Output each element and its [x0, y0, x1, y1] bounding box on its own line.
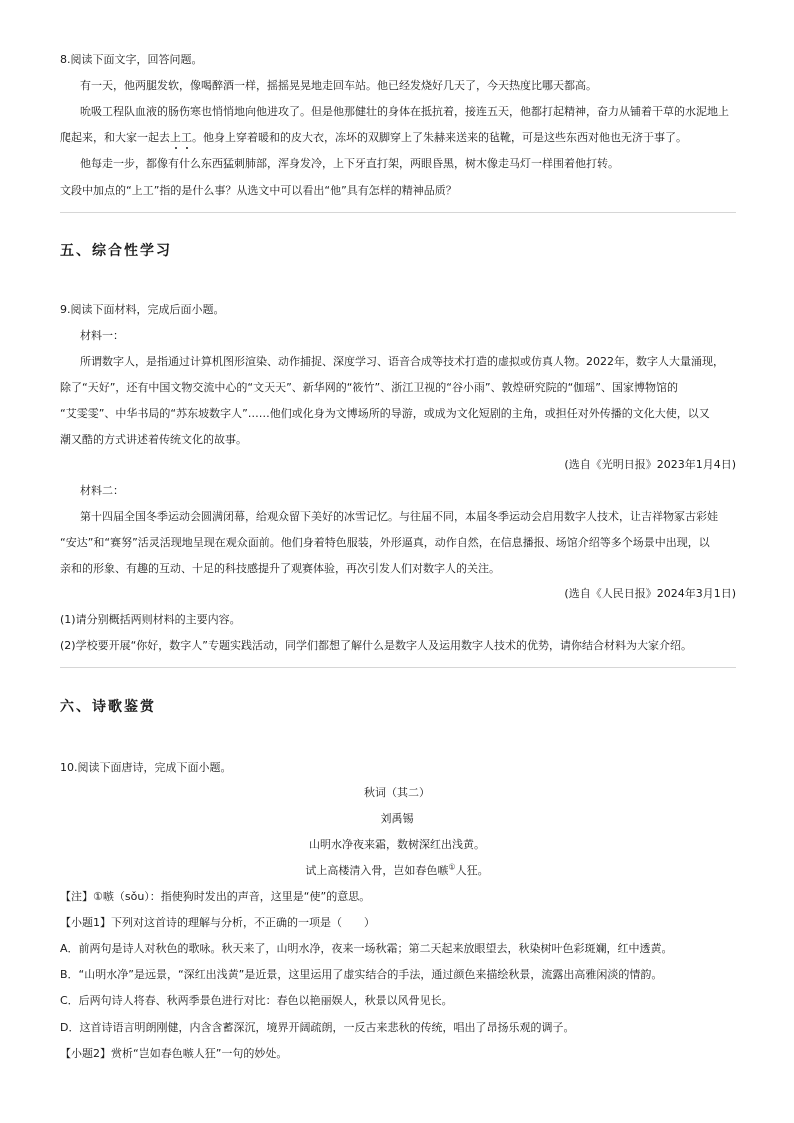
q9-material-2-line-1: 第十四届全国冬季运动会圆满闭幕，给观众留下美好的冰雪记忆。与往届不同，本届冬季运动会启用数字人技术，让吉祥物冢古彩娃 — [80, 510, 718, 523]
q9-material-1-line-2: 除了“天好”，还有中国文物交流中心的“文天天”、新华网的“筱竹”、浙江卫视的“谷小雨”、敦煌研究院的“伽瑶”、国家博物馆的 — [60, 381, 678, 394]
q8-paragraph-1: 有一天，他两腿发软，像喝醉酒一样，摇摇晃晃地走回车站。他已经发烧好几天了，今天热度比哪天都高。 — [80, 79, 597, 92]
poem-title: 秋词（其二） — [364, 786, 430, 799]
section-divider — [60, 212, 736, 213]
q10-subquestion-1: 【小题1】下列对这首诗的理解与分析，不正确的一项是（ ） — [60, 916, 375, 929]
q9-material-2-source: (选自《人民日报》2024年3月1日) — [564, 587, 736, 600]
q10-option-c: C．后两句诗人将春、秋两季景色进行对比：春色以艳丽娱人，秋景以风骨见长。 — [60, 994, 453, 1007]
q9-subquestion-2: (2)学校要开展“你好，数字人”专题实践活动，同学们都想了解什么是数字人及运用数字人技术的优势，请你结合材料为大家介绍。 — [60, 639, 692, 652]
q8-question: 文段中加点的“上工”指的是什么事？从选文中可以看出“他”具有怎样的精神品质？ — [60, 184, 457, 197]
q8-prompt: 8.阅读下面文字，回答问题。 — [60, 53, 203, 66]
q8-paragraph-2-line-2 — [60, 130, 687, 146]
q10-option-a: A．前两句是诗人对秋色的歌咏。秋天来了，山明水净，夜来一场秋霜；第二天起来放眼望去，秋染树叶色彩斑斓，红中透黄。 — [60, 942, 673, 955]
poem-author: 刘禹锡 — [380, 812, 414, 825]
emphasis-dot-char: 工 — [181, 131, 192, 144]
q9-material-2-line-3: 亲和的形象、有趣的互动、十足的科技感提升了观赛体验，再次引发人们对数字人的关注。 — [60, 562, 500, 575]
q8-text-b: 。他身上穿着暖和的皮大衣，冻坏的双脚穿上了朱赫来送来的毡靴，可是这些东西对他也无济于事了。 — [192, 131, 687, 144]
q8-paragraph-3: 他每走一步，都像有什么东西猛刺肺部，浑身发冷，上下牙直打架，两眼昏黑，树木像走马灯一样围着他打转。 — [80, 157, 619, 170]
q9-material-1-line-4: 潮又酷的方式讲述着传统文化的故事。 — [60, 433, 247, 446]
q8-text-a: 爬起来，和大家一起去 — [60, 131, 170, 144]
section-5-title: 五、综合性学习 — [60, 243, 172, 259]
section-6-title: 六、诗歌鉴赏 — [60, 699, 156, 715]
section-divider — [60, 667, 736, 668]
q9-material-1-line-3: “艾雯雯”、中华书局的“苏东坡数字人”……他们或化身为文博场所的导游，或成为文化短剧的主角，或担任对外传播的文化大使，以又 — [60, 407, 710, 420]
poem-line-2-a: 试上高楼清入骨，岂如春色嗾 — [305, 864, 449, 877]
q9-subquestion-1: (1)请分别概括两则材料的主要内容。 — [60, 613, 241, 626]
q10-subquestion-2: 【小题2】赏析“岂如春色嗾人狂”一句的妙处。 — [60, 1047, 288, 1060]
q8-paragraph-2-line-1: 吮吸工程队血液的肠伤寒也悄悄地向他进攻了。但是他那健壮的身体在抵抗着，接连五天，他都打起精神，奋力从铺着干草的水泥地上 — [80, 105, 729, 118]
q9-material-1-line-1: 所谓数字人，是指通过计算机图形渲染、动作捕捉、深度学习、语音合成等技术打造的虚拟或仿真人物。2022年，数字人大量涌现， — [80, 355, 724, 368]
q10-option-d: D．这首诗语言明朗刚健，内含含蓄深沉，境界开阔疏朗，一反古来悲秋的传统，唱出了昂扬乐观的调子。 — [60, 1021, 575, 1034]
q10-prompt: 10.阅读下面唐诗，完成下面小题。 — [60, 761, 232, 774]
emphasis-dot-char: 上 — [170, 131, 181, 144]
q10-option-b: B．“山明水净”是远景，“深红出浅黄”是近景，这里运用了虚实结合的手法，通过颜色来描绘秋景，流露出高雅闲淡的情韵。 — [60, 968, 663, 981]
q9-material-1-label: 材料一： — [80, 329, 124, 342]
q9-material-2-line-2: “安达”和“赛努”活灵活现地呈现在观众面前。他们身着特色服装，外形逼真，动作自然，在信息播报、场馆介绍等多个场景中出现，以 — [60, 536, 710, 549]
q9-material-2-label: 材料二： — [80, 484, 124, 497]
poem-line-2 — [0, 863, 794, 879]
q9-material-1-source: (选自《光明日报》2023年1月4日) — [564, 458, 736, 471]
q9-prompt: 9.阅读下面材料，完成后面小题。 — [60, 303, 225, 316]
poem-line-1: 山明水净夜来霜，数树深红出浅黄。 — [309, 838, 485, 851]
q10-note: 【注】①嗾（sǒu）：指使狗时发出的声音，这里是“使”的意思。 — [60, 890, 371, 903]
poem-line-2-b: 人狂。 — [455, 864, 489, 877]
footnote-marker: ① — [448, 862, 456, 872]
